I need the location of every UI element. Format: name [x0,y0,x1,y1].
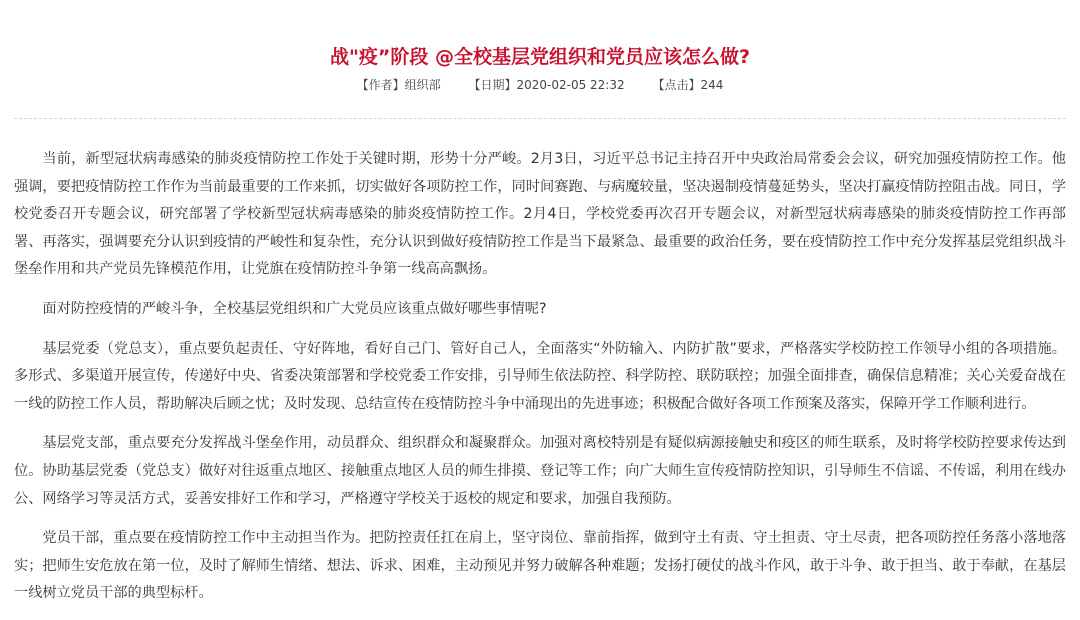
article-meta [0,76,1080,94]
paragraph-party-branch: 基层党支部，重点要充分发挥战斗堡垒作用，动员群众、组织群众和凝聚群众。加强对离校特别是有疑似病源接触史和疫区的师生联系，及时将学校防控要求传达到位。协助基层党委（党总支）做好对往返重点地区、接触重点地区人员的师生排摸、登记等工作；向广大师生宣传疫情防控知识，引导师生不信谣、不传谣，利用在线办公、网络学习等灵活方式，妥善安排好工作和学习，严格遵守学校关于返校的规定和要求，加强自我预防。 [14,435,1066,507]
article-title: 战"疫”阶段 @全校基层党组织和党员应该怎么做? [329,45,751,68]
title-divider [14,118,1066,119]
paragraph-party-cadres: 党员干部，重点要在疫情防控工作中主动担当作为。把防控责任扛在肩上，坚守岗位、靠前指挥，做到守土有责、守土担责、守土尽责，把各项防控任务落小落地落实；把师生安危放在第一位，及时了解师生情绪、想法、诉求、困难，主动预见并努力破解各种难题；发扬打硬仗的战斗作风，敢于斗争、敢于担当、敢于奉献，在基层一线树立党员干部的典型标杆。 [14,530,1066,602]
meta-clicks: 【点击】244 [652,78,724,92]
article-body [14,146,1066,620]
meta-author: 【作者】组织部 [356,78,441,92]
meta-date: 【日期】2020-02-05 22:32 [468,78,625,92]
paragraph-question: 面对防控疫情的严峻斗争，全校基层党组织和广大党员应该重点做好哪些事情呢? [42,300,547,317]
paragraph-situation: 当前，新型冠状病毒感染的肺炎疫情防控工作处于关键时期，形势十分严峻。2月3日，习近平总书记主持召开中央政治局常委会会议，研究加强疫情防控工作。他强调，要把疫情防控工作作为当前最重要的工作来抓，切实做好各项防控工作，同时间赛跑、与病魔较量，坚决遏制疫情蔓延势头，坚决打赢疫情防控阻击战。同日，学校党委召开专题会议，研究部署了学校新型冠状病毒感染的肺炎疫情防控工作。2月4日，学校党委再次召开专题会议，对新型冠状病毒感染的肺炎疫情防控工作再部署、再落实，强调要充分认识到疫情的严峻性和复杂性，充分认识到做好疫情防控工作是当下最紧急、最重要的政治任务，要在疫情防控工作中充分发挥基层党组织战斗堡垒作用和共产党员先锋模范作用，让党旗在疫情防控斗争第一线高高飘扬。 [14,151,1066,278]
paragraph-party-committee: 基层党委（党总支），重点要负起责任、守好阵地，看好自己门、管好自己人，全面落实“外防输入、内防扩散”要求，严格落实学校防控工作领导小组的各项措施。多形式、多渠道开展宣传，传递好中央、省委决策部署和学校党委工作安排，引导师生依法防控、科学防控、联防联控；加强全面排查，确保信息精准；关心关爱奋战在一线的防控工作人员，帮助解决后顾之忧；及时发现、总结宣传在疫情防控斗争中涌现出的先进事迹；积极配合做好各项工作预案及落实，保障开学工作顺利进行。 [14,340,1066,412]
